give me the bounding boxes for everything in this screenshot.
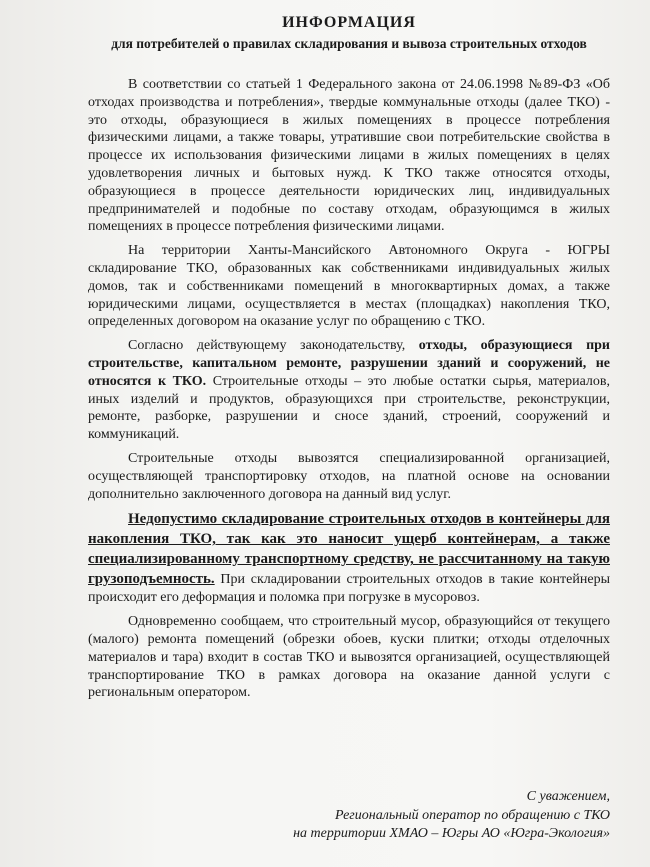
signature-block	[293, 788, 610, 844]
paragraph-legislation	[88, 337, 610, 444]
paragraph-storage: На территории Ханты-Мансийского Автономного Округа - ЮГРЫ складирование ТКО, образованных как собственниками индивидуальных жилых домов, так и собственниками помещений в многоквартирных домах, а также юридическими лицами, осуществляется в местах (площадках) накопления ТКО, определенных договором на оказание услуг по обращению с ТКО.	[88, 243, 610, 330]
paragraph-definition: В соответствии со статьей 1 Федерального закона от 24.06.1998 №89-ФЗ «Об отходах производства и потребления», твердые коммунальные отходы (далее ТКО) - это отходы, образующиеся в жилых помещениях в процессе потребления физическими лицами, а также товары, утратившие свои потребительские свойства в процессе их использования физическими лицами в жилых помещениях в целях удовлетворения личных и бытовых нужд. К ТКО также относятся отходы, образующиеся в процессе деятельности юридических лиц, индивидуальных предпринимателей и подобные по составу отходам, образующимся в жилых помещениях в процессе потребления физическими лицами.	[88, 77, 610, 235]
paragraph-renovation: Одновременно сообщаем, что строительный мусор, образующийся от текущего (малого) ремонта помещений (обрезки обоев, куски плитки; отходы отделочных материалов и тара) входит в состав ТКО и вывозятся организацией, осуществляющей транспортирование ТКО в рамках договора на оказание данной услуги с региональным оператором.	[88, 614, 610, 701]
paragraph-removal: Строительные отходы вывозятся специализированной организацией, осуществляющей транспортировку отходов, на платной основе на основании дополнительно заключенного договора на данный вид услуг.	[88, 450, 610, 502]
page-subtitle: для потребителей о правилах складирования и вывоза строительных отходов	[111, 36, 587, 51]
page-title: ИНФОРМАЦИЯ	[282, 14, 416, 31]
legislation-intro: Согласно действующему законодательству,	[128, 338, 419, 354]
warning-text: Недопустимо складирование строительных отходов в контейнеры для накопления ТКО, так как это наносит ущерб контейнерам, а также специализированному транспортному средству, не рассчитанному на такую грузоподъемность.	[88, 511, 610, 588]
signature-organization: на территории ХМАО – Югры АО «Югра-Экология»	[293, 826, 610, 841]
signature-greeting: С уважением,	[526, 789, 610, 804]
signature-operator: Региональный оператор по обращению с ТКО	[335, 807, 610, 823]
legislation-bold: отходы, образующиеся при строительстве, капитальном ремонте, разрушении зданий и сооружений, не относятся к ТКО.	[88, 338, 610, 389]
warning-rest: При складировании строительных отходов в такие контейнеры происходит его деформация и поломка при погрузке в мусоровоз.	[88, 572, 610, 606]
document-body	[88, 76, 610, 702]
document-header	[88, 12, 610, 52]
legislation-rest: Строительные отходы – это любые остатки сырья, материалов, иных изделий и продуктов, образующихся при строительстве, реконструкции, ремонте, разборке, разрушении и сносе зданий, строений, сооружений и коммуникаций.	[88, 373, 611, 443]
paragraph-warning	[88, 509, 610, 607]
